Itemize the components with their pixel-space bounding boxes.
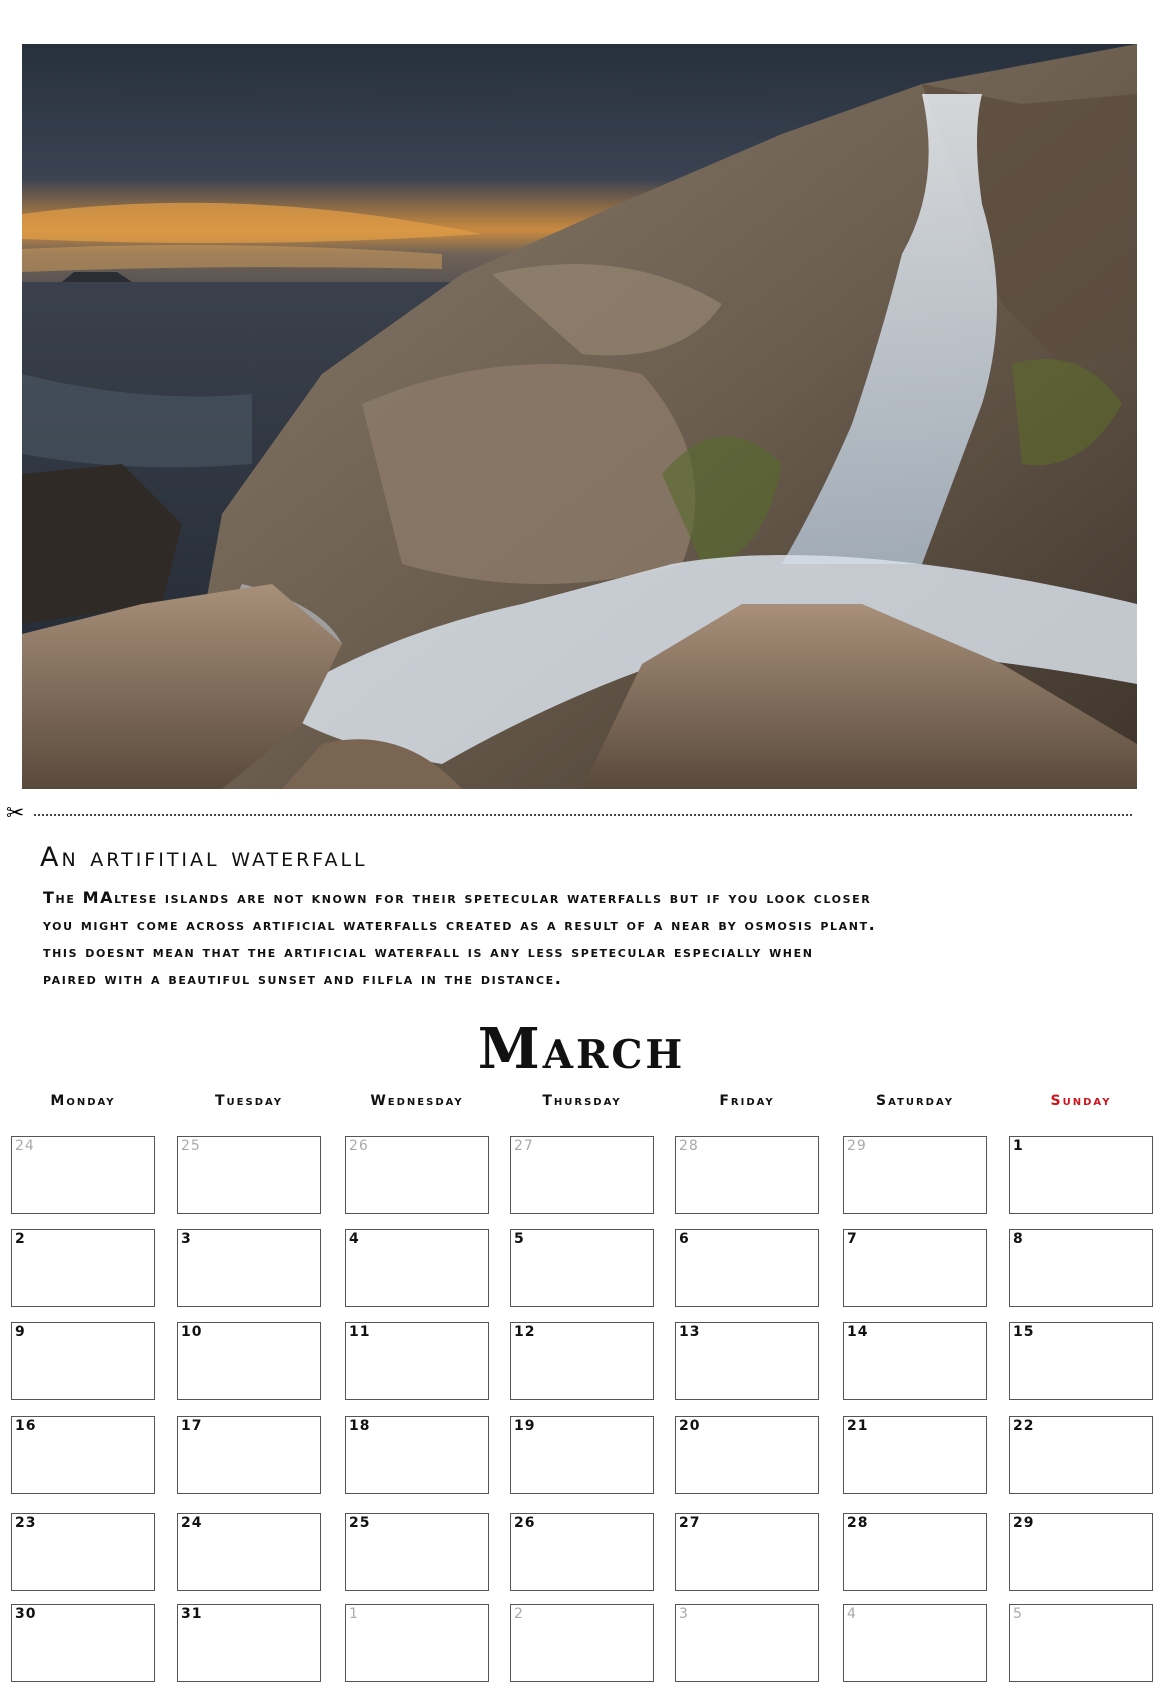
photo-caption-body bbox=[43, 884, 1153, 992]
weekday-header-sunday: Sunday bbox=[1050, 1093, 1112, 1109]
cut-line bbox=[6, 801, 1132, 826]
calendar-day-cell bbox=[675, 1322, 819, 1400]
calendar-day-cell bbox=[345, 1229, 489, 1307]
calendar-day-cell bbox=[510, 1322, 654, 1400]
day-number: 26 bbox=[514, 1515, 536, 1531]
day-number: 4 bbox=[349, 1231, 360, 1247]
day-number: 26 bbox=[349, 1138, 369, 1154]
calendar-day-cell bbox=[843, 1322, 987, 1400]
day-number: 15 bbox=[1013, 1324, 1035, 1340]
day-number: 24 bbox=[15, 1138, 35, 1154]
day-number: 31 bbox=[181, 1606, 203, 1622]
day-number: 29 bbox=[847, 1138, 867, 1154]
calendar-day-cell bbox=[675, 1229, 819, 1307]
calendar-day-cell bbox=[843, 1416, 987, 1494]
day-number: 22 bbox=[1013, 1418, 1035, 1434]
calendar-day-cell-other-month bbox=[675, 1604, 819, 1682]
calendar-day-cell bbox=[177, 1322, 321, 1400]
calendar-day-cell bbox=[345, 1513, 489, 1591]
calendar-day-cell bbox=[345, 1322, 489, 1400]
day-number: 28 bbox=[847, 1515, 869, 1531]
weekday-header-wednesday: Wednesday bbox=[370, 1093, 464, 1109]
day-number: 1 bbox=[1013, 1138, 1024, 1154]
day-number: 20 bbox=[679, 1418, 701, 1434]
day-number: 14 bbox=[847, 1324, 869, 1340]
calendar-day-cell bbox=[11, 1513, 155, 1591]
calendar-day-cell bbox=[11, 1229, 155, 1307]
dotted-cut-divider bbox=[34, 814, 1132, 816]
calendar-day-cell bbox=[11, 1322, 155, 1400]
day-number: 17 bbox=[181, 1418, 203, 1434]
calendar-day-cell bbox=[177, 1513, 321, 1591]
month-title: March bbox=[477, 1016, 686, 1082]
calendar-day-cell bbox=[1009, 1229, 1153, 1307]
weekday-header-tuesday: Tuesday bbox=[214, 1093, 284, 1109]
weekday-header-friday: Friday bbox=[719, 1093, 775, 1109]
calendar-day-cell-other-month bbox=[510, 1604, 654, 1682]
caption-line: this doesnt mean that the artificial waterfall is any less spetecular especially when bbox=[43, 942, 814, 961]
calendar-day-cell-other-month bbox=[345, 1604, 489, 1682]
calendar-day-cell bbox=[11, 1604, 155, 1682]
calendar-day-cell-other-month bbox=[11, 1136, 155, 1214]
calendar-day-cell bbox=[510, 1513, 654, 1591]
day-number: 9 bbox=[15, 1324, 26, 1340]
day-number: 25 bbox=[181, 1138, 201, 1154]
day-number: 8 bbox=[1013, 1231, 1024, 1247]
day-number: 27 bbox=[679, 1515, 701, 1531]
day-number: 3 bbox=[181, 1231, 192, 1247]
calendar-day-cell bbox=[177, 1604, 321, 1682]
day-number: 27 bbox=[514, 1138, 534, 1154]
day-number: 2 bbox=[15, 1231, 26, 1247]
calendar-day-cell-other-month bbox=[1009, 1604, 1153, 1682]
day-number: 10 bbox=[181, 1324, 203, 1340]
scissors-icon: ✂ bbox=[6, 801, 25, 826]
day-number: 30 bbox=[15, 1606, 37, 1622]
photo-caption-title: An artifitial waterfall bbox=[40, 842, 368, 873]
caption-line: The MAltese islands are not known for their spetecular waterfalls but if you look closer bbox=[43, 888, 872, 907]
day-number: 19 bbox=[514, 1418, 536, 1434]
calendar-day-cell-other-month bbox=[843, 1604, 987, 1682]
calendar-day-cell bbox=[1009, 1322, 1153, 1400]
calendar-day-cell bbox=[1009, 1416, 1153, 1494]
calendar-day-cell-other-month bbox=[345, 1136, 489, 1214]
day-number: 16 bbox=[15, 1418, 37, 1434]
weekday-header-thursday: Thursday bbox=[542, 1093, 622, 1109]
calendar-day-cell bbox=[345, 1416, 489, 1494]
calendar-day-cell-other-month bbox=[510, 1136, 654, 1214]
calendar-day-cell bbox=[1009, 1136, 1153, 1214]
calendar-day-cell bbox=[177, 1416, 321, 1494]
calendar-day-cell bbox=[177, 1229, 321, 1307]
weekday-header-saturday: Saturday bbox=[875, 1093, 954, 1109]
landscape-illustration bbox=[22, 44, 1137, 789]
calendar-day-cell bbox=[510, 1416, 654, 1494]
weekday-header-monday: Monday bbox=[50, 1093, 116, 1109]
day-number: 12 bbox=[514, 1324, 536, 1340]
calendar-day-cell bbox=[1009, 1513, 1153, 1591]
day-number: 4 bbox=[847, 1606, 857, 1622]
day-number: 5 bbox=[1013, 1606, 1023, 1622]
day-number: 2 bbox=[514, 1606, 524, 1622]
day-number: 6 bbox=[679, 1231, 690, 1247]
day-number: 18 bbox=[349, 1418, 371, 1434]
day-number: 7 bbox=[847, 1231, 858, 1247]
calendar-day-cell bbox=[510, 1229, 654, 1307]
caption-line: you might come across artificial waterfalls created as a result of a near by osmosis plant. bbox=[43, 915, 877, 934]
calendar-day-cell bbox=[843, 1229, 987, 1307]
calendar-day-cell bbox=[675, 1416, 819, 1494]
day-number: 24 bbox=[181, 1515, 203, 1531]
day-number: 11 bbox=[349, 1324, 371, 1340]
calendar-day-cell-other-month bbox=[177, 1136, 321, 1214]
calendar-day-cell bbox=[11, 1416, 155, 1494]
day-number: 1 bbox=[349, 1606, 359, 1622]
day-number: 21 bbox=[847, 1418, 869, 1434]
day-number: 25 bbox=[349, 1515, 371, 1531]
calendar-day-cell-other-month bbox=[675, 1136, 819, 1214]
day-number: 29 bbox=[1013, 1515, 1035, 1531]
day-number: 5 bbox=[514, 1231, 525, 1247]
day-number: 28 bbox=[679, 1138, 699, 1154]
waterfall-photo bbox=[22, 44, 1137, 789]
calendar-day-cell-other-month bbox=[843, 1136, 987, 1214]
calendar-day-cell bbox=[675, 1513, 819, 1591]
day-number: 13 bbox=[679, 1324, 701, 1340]
calendar-day-cell bbox=[843, 1513, 987, 1591]
caption-line: paired with a beautiful sunset and filfla in the distance. bbox=[43, 969, 563, 988]
day-number: 3 bbox=[679, 1606, 689, 1622]
day-number: 23 bbox=[15, 1515, 37, 1531]
